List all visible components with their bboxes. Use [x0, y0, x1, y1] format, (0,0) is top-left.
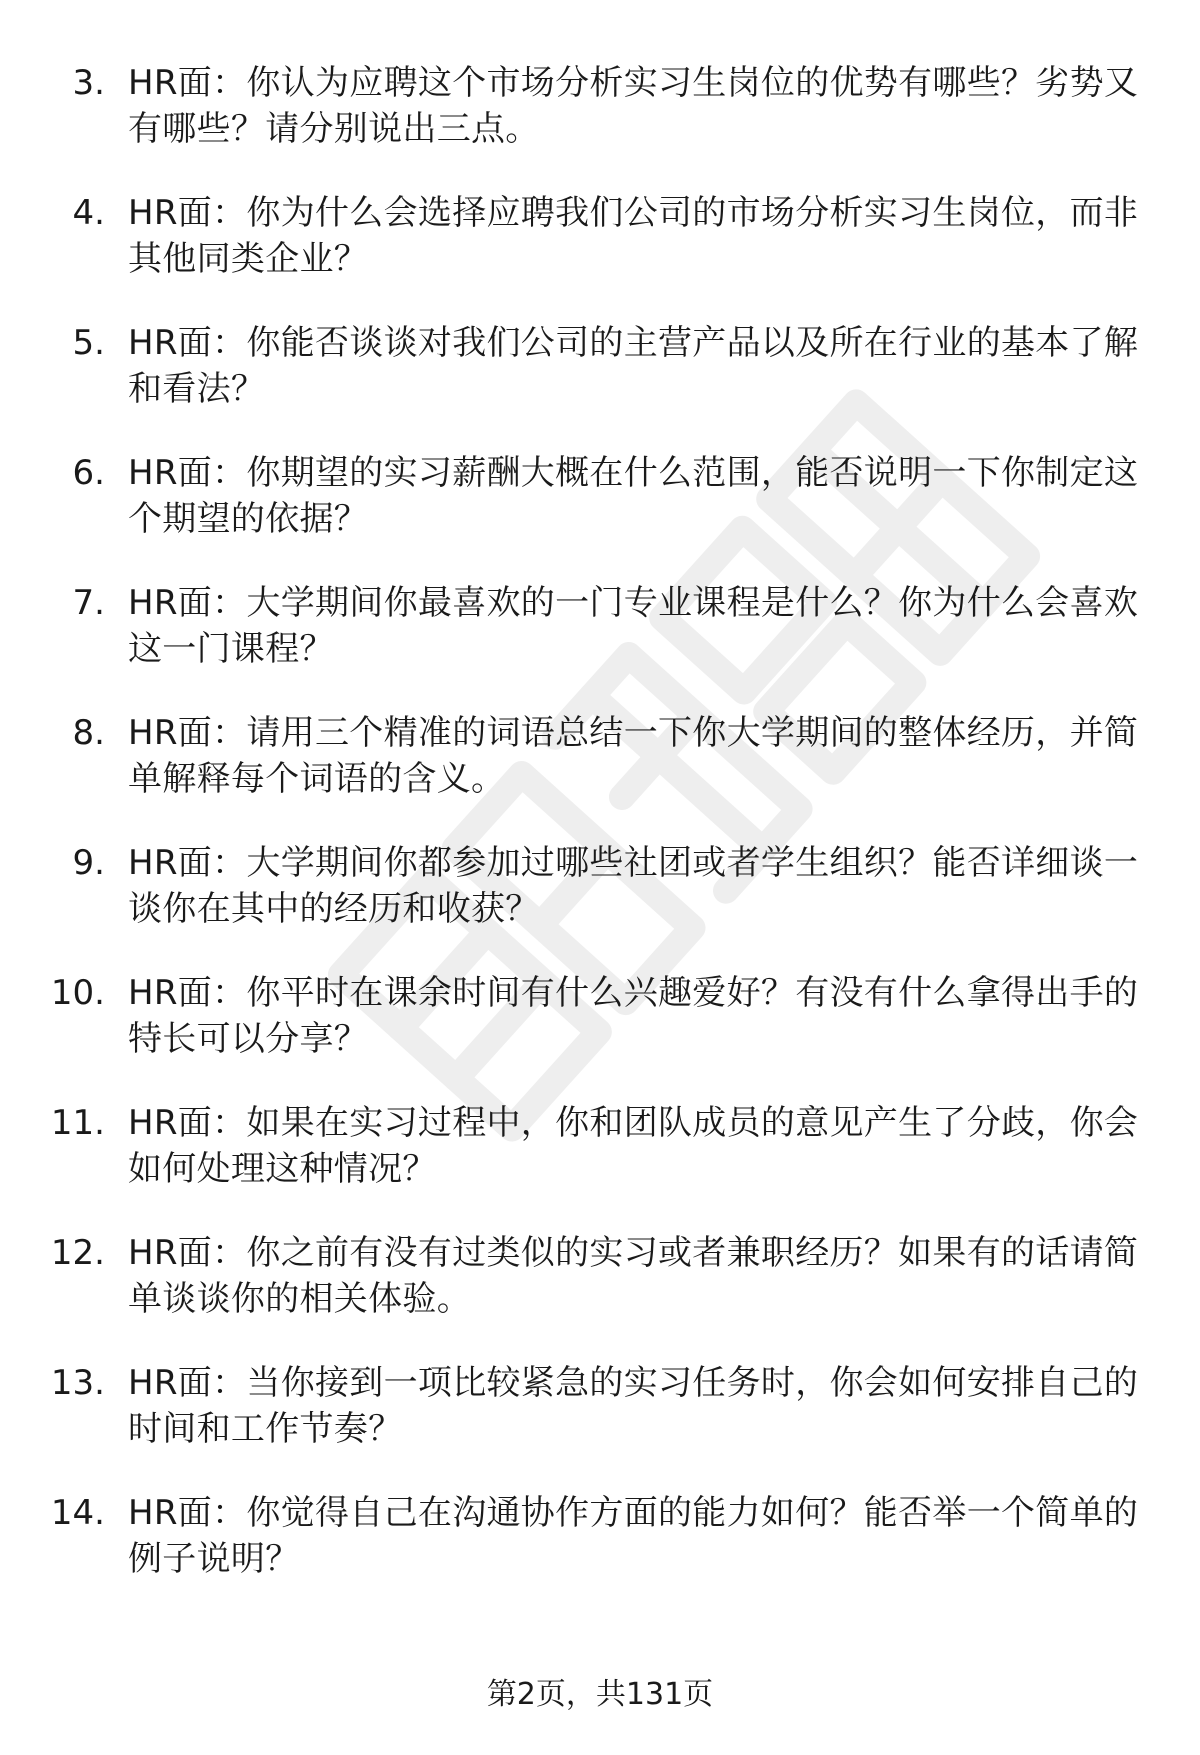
question-text: HR面：你期望的实习薪酬大概在什么范围，能否说明一下你制定这个期望的依据？ [128, 453, 1139, 539]
question-number: 3. [72, 63, 105, 103]
question-number: 14. [50, 1493, 105, 1533]
question-number: 11. [50, 1103, 105, 1143]
question-number: 4. [72, 193, 105, 233]
question-number: 8. [72, 713, 105, 753]
question-text: HR面：大学期间你最喜欢的一门专业课程是什么？你为什么会喜欢这一门课程？ [128, 583, 1139, 669]
question-text: HR面：大学期间你都参加过哪些社团或者学生组织？能否详细谈一谈你在其中的经历和收获？ [128, 843, 1139, 929]
page-footer: 第2页，共131页 [486, 1677, 714, 1712]
question-number: 9. [72, 843, 105, 883]
list-item [0, 60, 1200, 190]
list-item [0, 580, 1200, 710]
question-text: HR面：如果在实习过程中，你和团队成员的意见产生了分歧，你会如何处理这种情况？ [128, 1103, 1139, 1189]
list-item [0, 1230, 1200, 1360]
list-item [0, 970, 1200, 1100]
list-item [0, 1100, 1200, 1230]
question-text: HR面：你之前有没有过类似的实习或者兼职经历？如果有的话请简单谈谈你的相关体验。 [128, 1233, 1139, 1319]
question-number: 6. [72, 453, 105, 493]
list-item [0, 840, 1200, 970]
list-item [0, 450, 1200, 580]
list-item [0, 190, 1200, 320]
question-number: 7. [72, 583, 105, 623]
question-text: HR面：当你接到一项比较紧急的实习任务时，你会如何安排自己的时间和工作节奏？ [128, 1363, 1139, 1449]
list-item [0, 1490, 1200, 1620]
question-number: 10. [50, 973, 105, 1013]
question-text: HR面：你觉得自己在沟通协作方面的能力如何？能否举一个简单的例子说明？ [128, 1493, 1139, 1579]
question-number: 5. [72, 323, 105, 363]
question-text: HR面：你能否谈谈对我们公司的主营产品以及所在行业的基本了解和看法？ [128, 323, 1139, 409]
question-text: HR面：你为什么会选择应聘我们公司的市场分析实习生岗位，而非其他同类企业？ [128, 193, 1139, 279]
question-text: HR面：你认为应聘这个市场分析实习生岗位的优势有哪些？劣势又有哪些？请分别说出三点。 [128, 63, 1139, 149]
list-item [0, 710, 1200, 840]
list-item [0, 1360, 1200, 1490]
question-text: HR面：你平时在课余时间有什么兴趣爱好？有没有什么拿得出手的特长可以分享？ [128, 973, 1139, 1059]
question-number: 13. [50, 1363, 105, 1403]
question-list [0, 60, 1200, 1620]
question-number: 12. [50, 1233, 105, 1273]
list-item [0, 320, 1200, 450]
question-text: HR面：请用三个精准的词语总结一下你大学期间的整体经历，并简单解释每个词语的含义。 [128, 713, 1139, 799]
